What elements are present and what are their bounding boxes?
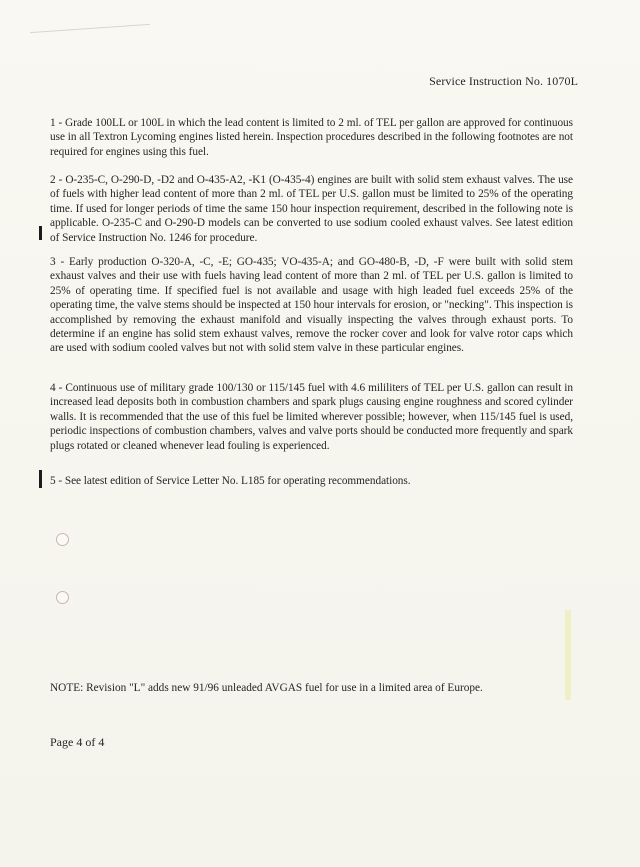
punch-hole bbox=[56, 591, 69, 604]
revision-change-bar bbox=[39, 470, 42, 488]
page-number: Page 4 of 4 bbox=[50, 735, 105, 749]
punch-hole bbox=[56, 533, 69, 546]
footnote-1: 1 - Grade 100LL or 100L in which the lead content is limited to 2 ml. of TEL per gallon are approved for continuous use in all Textron Lycoming engines listed herein. Inspection procedures described in the following footnotes are not required for engines using this fuel. bbox=[50, 117, 573, 158]
service-instruction-reference: Service Instruction No. 1070L bbox=[429, 74, 578, 88]
scan-artifact bbox=[30, 24, 150, 33]
footnote-3: 3 - Early production O-320-A, -C, -E; GO-435; VO-435-A; and GO-480-B, -D, -F were built with solid stem exhaust valves and their use with fuels having lead content of more than 2 ml. of TEL per U.S. gallon is limited to 25% of operating time. If specified fuel is not available and usage with high leaded fuel exceeds 25% of the operating time, the valve stems should be inspected at 150 hour intervals for erosion, or "necking". This inspection is accomplished by removing the exhaust manifold and visually inspecting the valves through exhaust ports. To determine if an engine has solid stem exhaust valves, remove the rocker cover and look for valve rotor caps which are used with sodium cooled valves but not with solid stem valve in these particular engines. bbox=[50, 256, 573, 355]
footnote-2: 2 - O-235-C, O-290-D, -D2 and O-435-A2, -K1 (O-435-4) engines are built with solid stem exhaust valves. The use of fuels with higher lead content of more than 2 ml. of TEL per U.S. gallon must be limited to 25% of the operating time. If used for longer periods of time the same 150 hour inspection requirement, described in the following note is applicable. O-235-C and O-290-D models can be converted to use sodium cooled exhaust valves. See latest edition of Service Instruction No. 1246 for procedure. bbox=[50, 174, 573, 244]
footnote-5: 5 - See latest edition of Service Letter No. L185 for operating recommendations. bbox=[50, 475, 411, 487]
scan-edge-marks bbox=[612, 15, 622, 55]
revision-note: NOTE: Revision "L" adds new 91/96 unleaded AVGAS fuel for use in a limited area of Europe. bbox=[50, 682, 483, 694]
footnote-4: 4 - Continuous use of military grade 100/130 or 115/145 fuel with 4.6 mililiters of TEL per U.S. gallon can result in increased lead deposits both in combustion chambers and spark plugs causing engine roughness and scored cylinder walls. It is recommended that the use of this fuel be limited wherever possible; however, when 115/145 fuel is used, periodic inspections of combustion chambers, valves and valve ports should be conducted more frequently and spark plugs rotated or cleaned whenever lead fouling is experienced. bbox=[50, 382, 573, 452]
revision-change-bar bbox=[39, 226, 42, 240]
